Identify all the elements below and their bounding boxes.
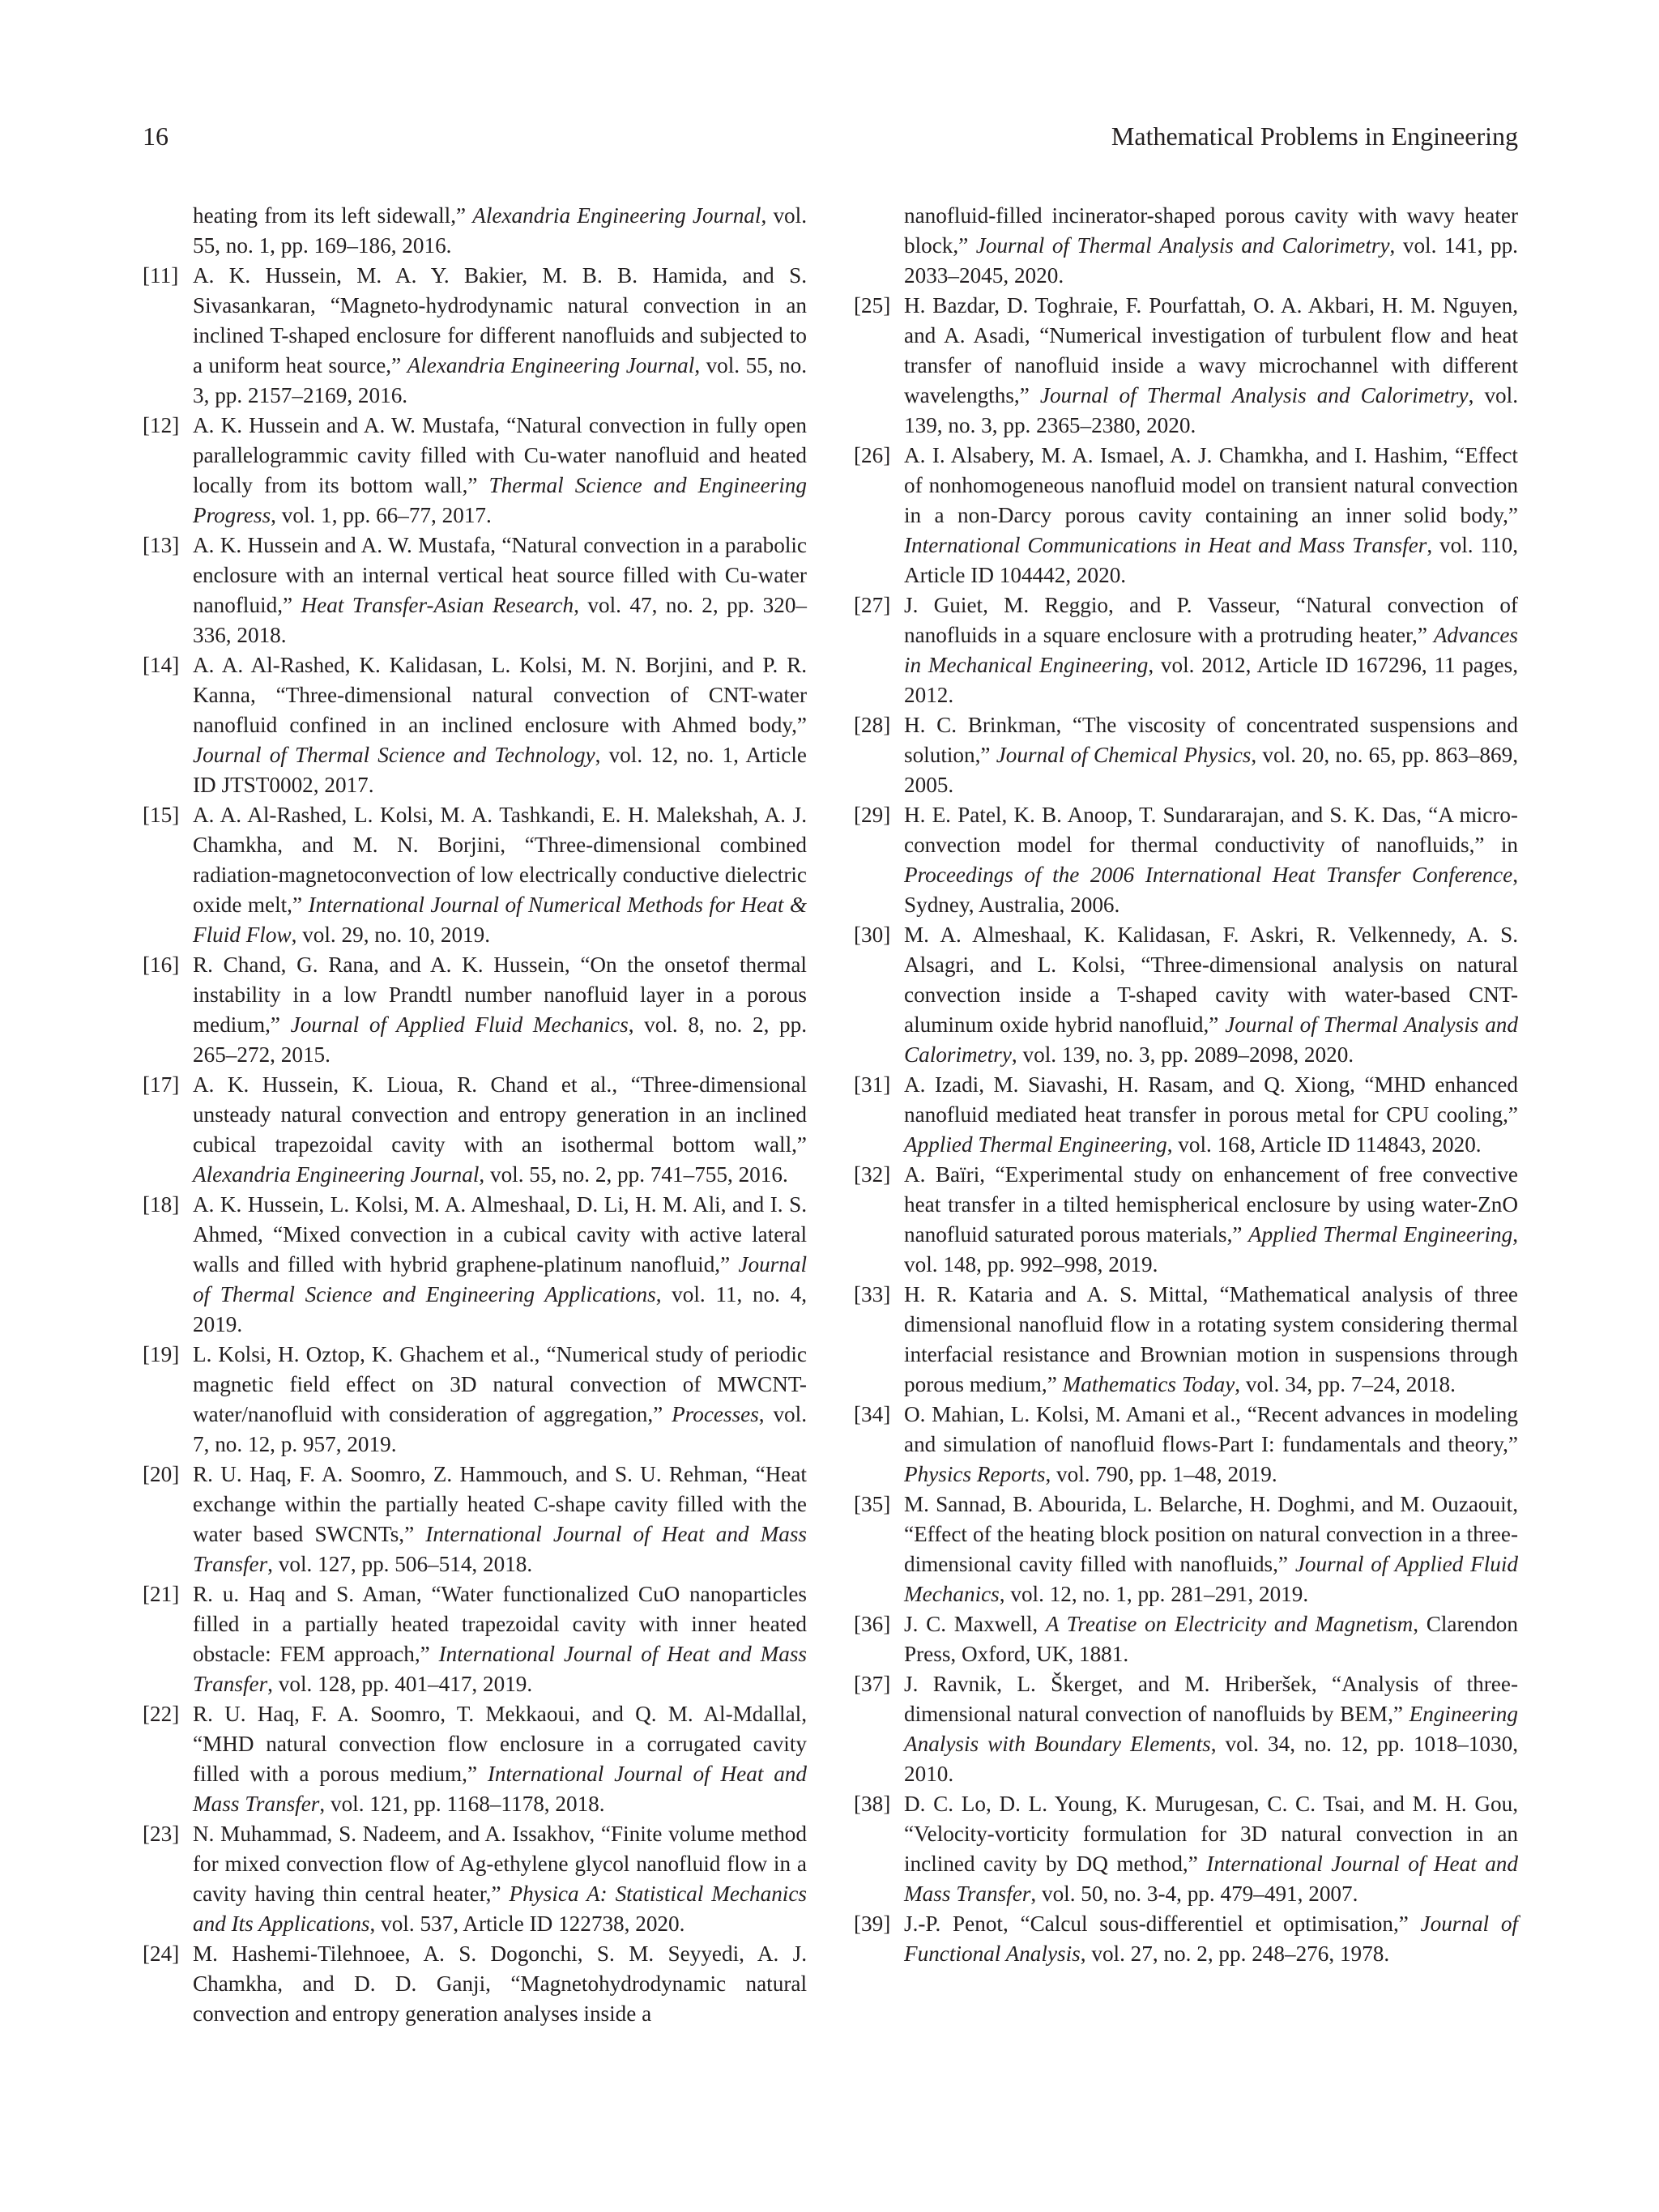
- reference-number: [13]: [143, 533, 180, 557]
- reference-text: D. C. Lo, D. L. Young, K. Murugesan, C. C. Tsai, and M. H. Gou, “Velocity-vorticity formulation for 3D natural convection in an inclined cavity by DQ method,” International Journal of Heat and Mass Transfer, vol. 50, no. 3-4, pp. 479–491, 2007.: [904, 1792, 1518, 1906]
- reference-item: [143, 261, 807, 411]
- reference-item: [854, 1070, 1518, 1160]
- reference-list-left: [143, 261, 807, 2029]
- page-number: 16: [143, 121, 168, 151]
- reference-item: [854, 1490, 1518, 1609]
- reference-text: A. A. Al-Rashed, K. Kalidasan, L. Kolsi, M. N. Borjini, and P. R. Kanna, “Three-dimensional natural convection of CNT-water nanofluid confined in an inclined enclosure with Ahmed body,” Journal of Thermal Science and Technology, vol. 12, no. 1, Article ID JTST0002, 2017.: [193, 653, 807, 797]
- reference-item: [143, 1819, 807, 1939]
- reference-item: [854, 710, 1518, 800]
- reference-item: [854, 1669, 1518, 1789]
- reference-text: M. Sannad, B. Abourida, L. Belarche, H. Doghmi, and M. Ouzaouit, “Effect of the heating block position on natural convection in a three-dimensional cavity filled with nanofluids,” Journal of Applied Fluid Mechanics, vol. 12, no. 1, pp. 281–291, 2019.: [904, 1492, 1518, 1606]
- reference-text: H. E. Patel, K. B. Anoop, T. Sundararajan, and S. K. Das, “A micro-convection model for thermal conductivity of nanofluids,” in Proceedings of the 2006 International Heat Transfer Conference, Sydney, Australia, 2006.: [904, 803, 1518, 917]
- reference-item: [143, 1190, 807, 1340]
- reference-item: [143, 650, 807, 800]
- reference-text: A. I. Alsabery, M. A. Ismael, A. J. Chamkha, and I. Hashim, “Effect of nonhomogeneous nanofluid model on transient natural convection in a non-Darcy porous cavity containing an inner solid body,” International Communications in Heat and Mass Transfer, vol. 110, Article ID 104442, 2020.: [904, 443, 1518, 587]
- reference-item: [854, 590, 1518, 710]
- reference-text: O. Mahian, L. Kolsi, M. Amani et al., “Recent advances in modeling and simulation of nanofluid flows-Part I: fundamentals and theory,” Physics Reports, vol. 790, pp. 1–48, 2019.: [904, 1402, 1518, 1486]
- reference-text: R. Chand, G. Rana, and A. K. Hussein, “On the onsetof thermal instability in a low Prandtl number nanofluid layer in a porous medium,” Journal of Applied Fluid Mechanics, vol. 8, no. 2, pp. 265–272, 2015.: [193, 953, 808, 1067]
- reference-item: [854, 1400, 1518, 1490]
- reference-text: H. Bazdar, D. Toghraie, F. Pourfattah, O. A. Akbari, H. M. Nguyen, and A. Asadi, “Numerical investigation of turbulent flow and heat transfer of nanofluid inside a wavy microchannel with different wavelengths,” Journal of Thermal Analysis and Calorimetry, vol. 139, no. 3, pp. 2365–2380, 2020.: [904, 293, 1518, 437]
- reference-number: [17]: [143, 1072, 180, 1097]
- reference-item: [143, 531, 807, 650]
- reference-number: [23]: [143, 1822, 180, 1846]
- reference-text: A. A. Al-Rashed, L. Kolsi, M. A. Tashkandi, E. H. Malekshah, A. J. Chamkha, and M. N. Borjini, “Three-dimensional combined radiation-magnetoconvection of low electrically conductive dielectric oxide melt,” International Journal of Numerical Methods for Heat & Fluid Flow, vol. 29, no. 10, 2019.: [193, 803, 807, 947]
- reference-number: [22]: [143, 1702, 180, 1726]
- page-header: [143, 118, 1518, 154]
- reference-item: [854, 800, 1518, 920]
- reference-number: [37]: [854, 1672, 891, 1696]
- reference-text: R. u. Haq and S. Aman, “Water functionalized CuO nanoparticles filled in a partially heated trapezoidal cavity with inner heated obstacle: FEM approach,” International Journal of Heat and Mass Transfer, vol. 128, pp. 401–417, 2019.: [193, 1582, 808, 1696]
- reference-item: [854, 291, 1518, 441]
- reference-number: [31]: [854, 1072, 891, 1097]
- reference-text: A. K. Hussein, M. A. Y. Bakier, M. B. B. Hamida, and S. Sivasankaran, “Magneto-hydrodynamic natural convection in an inclined T-shaped enclosure for different nanofluids and subjected to a uniform heat source,” Alexandria Engineering Journal, vol. 55, no. 3, pp. 2157–2169, 2016.: [193, 263, 807, 407]
- reference-number: [28]: [854, 713, 891, 737]
- reference-text: J.-P. Penot, “Calcul sous-differentiel et optimisation,” Journal of Functional Analysis, vol. 27, no. 2, pp. 248–276, 1978.: [904, 1912, 1518, 1966]
- right-column: [854, 201, 1518, 1969]
- journal-title: Mathematical Problems in Engineering: [1111, 121, 1518, 151]
- reference-number: [29]: [854, 803, 891, 827]
- reference-text: J. C. Maxwell, A Treatise on Electricity and Magnetism, Clarendon Press, Oxford, UK, 1881.: [904, 1612, 1518, 1666]
- reference-number: [19]: [143, 1342, 180, 1366]
- reference-item: [143, 411, 807, 531]
- reference-text: R. U. Haq, F. A. Soomro, Z. Hammouch, and S. U. Rehman, “Heat exchange within the partially heated C-shape cavity filled with the water based SWCNTs,” International Journal of Heat and Mass Transfer, vol. 127, pp. 506–514, 2018.: [193, 1462, 808, 1576]
- reference-number: [15]: [143, 803, 180, 827]
- reference-number: [25]: [854, 293, 891, 318]
- reference-item: [143, 1699, 807, 1819]
- reference-continuation: nanofluid-filled incinerator-shaped porous cavity with wavy heater block,” Journal of Thermal Analysis and Calorimetry, vol. 141, pp. 2033–2045, 2020.: [904, 203, 1518, 288]
- reference-item: [143, 1579, 807, 1699]
- reference-text: N. Muhammad, S. Nadeem, and A. Issakhov, “Finite volume method for mixed convection flow of Ag-ethylene glycol nanofluid flow in a cavity having thin central heater,” Physica A: Statistical Mechanics and Its Applications, vol. 537, Article ID 122738, 2020.: [193, 1822, 808, 1936]
- reference-item: [143, 1939, 807, 2029]
- reference-number: [26]: [854, 443, 891, 467]
- reference-text: A. Baïri, “Experimental study on enhancement of free convective heat transfer in a tilted hemispherical enclosure by using water-ZnO nanofluid saturated porous materials,” Applied Thermal Engineering, vol. 148, pp. 992–998, 2019.: [904, 1162, 1518, 1276]
- reference-text: A. Izadi, M. Siavashi, H. Rasam, and Q. Xiong, “MHD enhanced nanofluid mediated heat transfer in porous metal for CPU cooling,” Applied Thermal Engineering, vol. 168, Article ID 114843, 2020.: [904, 1072, 1518, 1157]
- reference-number: [33]: [854, 1282, 891, 1306]
- reference-text: J. Ravnik, L. Škerget, and M. Hriberšek, “Analysis of three-dimensional natural convection of nanofluids by BEM,” Engineering Analysis with Boundary Elements, vol. 34, no. 12, pp. 1018–1030, 2010.: [904, 1672, 1518, 1786]
- reference-text: R. U. Haq, F. A. Soomro, T. Mekkaoui, and Q. M. Al-Mdallal, “MHD natural convection flow enclosure in a corrugated cavity filled with a porous medium,” International Journal of Heat and Mass Transfer, vol. 121, pp. 1168–1178, 2018.: [193, 1702, 807, 1816]
- reference-item: [143, 800, 807, 950]
- reference-number: [39]: [854, 1912, 891, 1936]
- reference-number: [24]: [143, 1941, 180, 1966]
- reference-item: [143, 950, 807, 1070]
- reference-text: H. C. Brinkman, “The viscosity of concentrated suspensions and solution,” Journal of Chemical Physics, vol. 20, no. 65, pp. 863–869, 2005.: [904, 713, 1518, 797]
- reference-item: [854, 441, 1518, 590]
- reference-number: [20]: [143, 1462, 180, 1486]
- reference-item: [143, 1340, 807, 1460]
- reference-item: [143, 1460, 807, 1579]
- reference-item: [854, 1789, 1518, 1909]
- reference-list-right: [854, 291, 1518, 1969]
- reference-number: [11]: [143, 263, 179, 288]
- reference-number: [27]: [854, 593, 891, 617]
- reference-text: A. K. Hussein, K. Lioua, R. Chand et al., “Three-dimensional unsteady natural convection and entropy generation in an inclined cubical trapezoidal cavity with an isothermal bottom wall,” Alexandria Engineering Journal, vol. 55, no. 2, pp. 741–755, 2016.: [193, 1072, 807, 1187]
- reference-item: [854, 1909, 1518, 1969]
- reference-number: [30]: [854, 923, 891, 947]
- reference-text: M. Hashemi-Tilehnoee, A. S. Dogonchi, S. M. Seyyedi, A. J. Chamkha, and D. D. Ganji, “Magnetohydrodynamic natural convection and entropy generation analyses inside a: [193, 1941, 807, 2026]
- reference-text: H. R. Kataria and A. S. Mittal, “Mathematical analysis of three dimensional nanofluid flow in a rotating system considering thermal interfacial resistance and Brownian motion in suspensions through porous medium,” Mathematics Today, vol. 34, pp. 7–24, 2018.: [904, 1282, 1518, 1396]
- reference-continuation: heating from its left sidewall,” Alexandria Engineering Journal, vol. 55, no. 1, pp. 169–186, 2016.: [193, 203, 807, 258]
- reference-text: A. K. Hussein and A. W. Mustafa, “Natural convection in fully open parallelogrammic cavity filled with Cu-water nanofluid and heated locally from its bottom wall,” Thermal Science and Engineering Progress, vol. 1, pp. 66–77, 2017.: [193, 413, 807, 527]
- reference-number: [36]: [854, 1612, 891, 1636]
- reference-text: A. K. Hussein and A. W. Mustafa, “Natural convection in a parabolic enclosure with an internal vertical heat source filled with Cu-water nanofluid,” Heat Transfer-Asian Research, vol. 47, no. 2, pp. 320–336, 2018.: [193, 533, 808, 647]
- reference-item: [143, 1070, 807, 1190]
- left-column: [143, 201, 807, 2029]
- reference-text: L. Kolsi, H. Oztop, K. Ghachem et al., “Numerical study of periodic magnetic field effect on 3D natural convection of MWCNT-water/nanofluid with consideration of aggregation,” Processes, vol. 7, no. 12, p. 957, 2019.: [193, 1342, 807, 1456]
- reference-item: [854, 1609, 1518, 1669]
- reference-number: [21]: [143, 1582, 180, 1606]
- reference-item: [854, 920, 1518, 1070]
- reference-number: [18]: [143, 1192, 180, 1217]
- reference-item: [854, 1280, 1518, 1400]
- reference-number: [34]: [854, 1402, 891, 1426]
- reference-number: [35]: [854, 1492, 891, 1516]
- reference-number: [32]: [854, 1162, 891, 1187]
- reference-number: [14]: [143, 653, 180, 677]
- reference-item: [854, 1160, 1518, 1280]
- reference-text: A. K. Hussein, L. Kolsi, M. A. Almeshaal, D. Li, H. M. Ali, and I. S. Ahmed, “Mixed convection in a cubical cavity with active lateral walls and filled with hybrid graphene-platinum nanofluid,” Journal of Thermal Science and Engineering Applications, vol. 11, no. 4, 2019.: [193, 1192, 807, 1336]
- reference-number: [12]: [143, 413, 180, 437]
- reference-number: [16]: [143, 953, 180, 977]
- reference-text: M. A. Almeshaal, K. Kalidasan, F. Askri, R. Velkennedy, A. S. Alsagri, and L. Kolsi, “Three-dimensional analysis on natural convection inside a T-shaped cavity with water-based CNT-aluminum oxide hybrid nanofluid,” Journal of Thermal Analysis and Calorimetry, vol. 139, no. 3, pp. 2089–2098, 2020.: [904, 923, 1518, 1067]
- reference-text: J. Guiet, M. Reggio, and P. Vasseur, “Natural convection of nanofluids in a square enclosure with a protruding heater,” Advances in Mechanical Engineering, vol. 2012, Article ID 167296, 11 pages, 2012.: [904, 593, 1518, 707]
- reference-number: [38]: [854, 1792, 891, 1816]
